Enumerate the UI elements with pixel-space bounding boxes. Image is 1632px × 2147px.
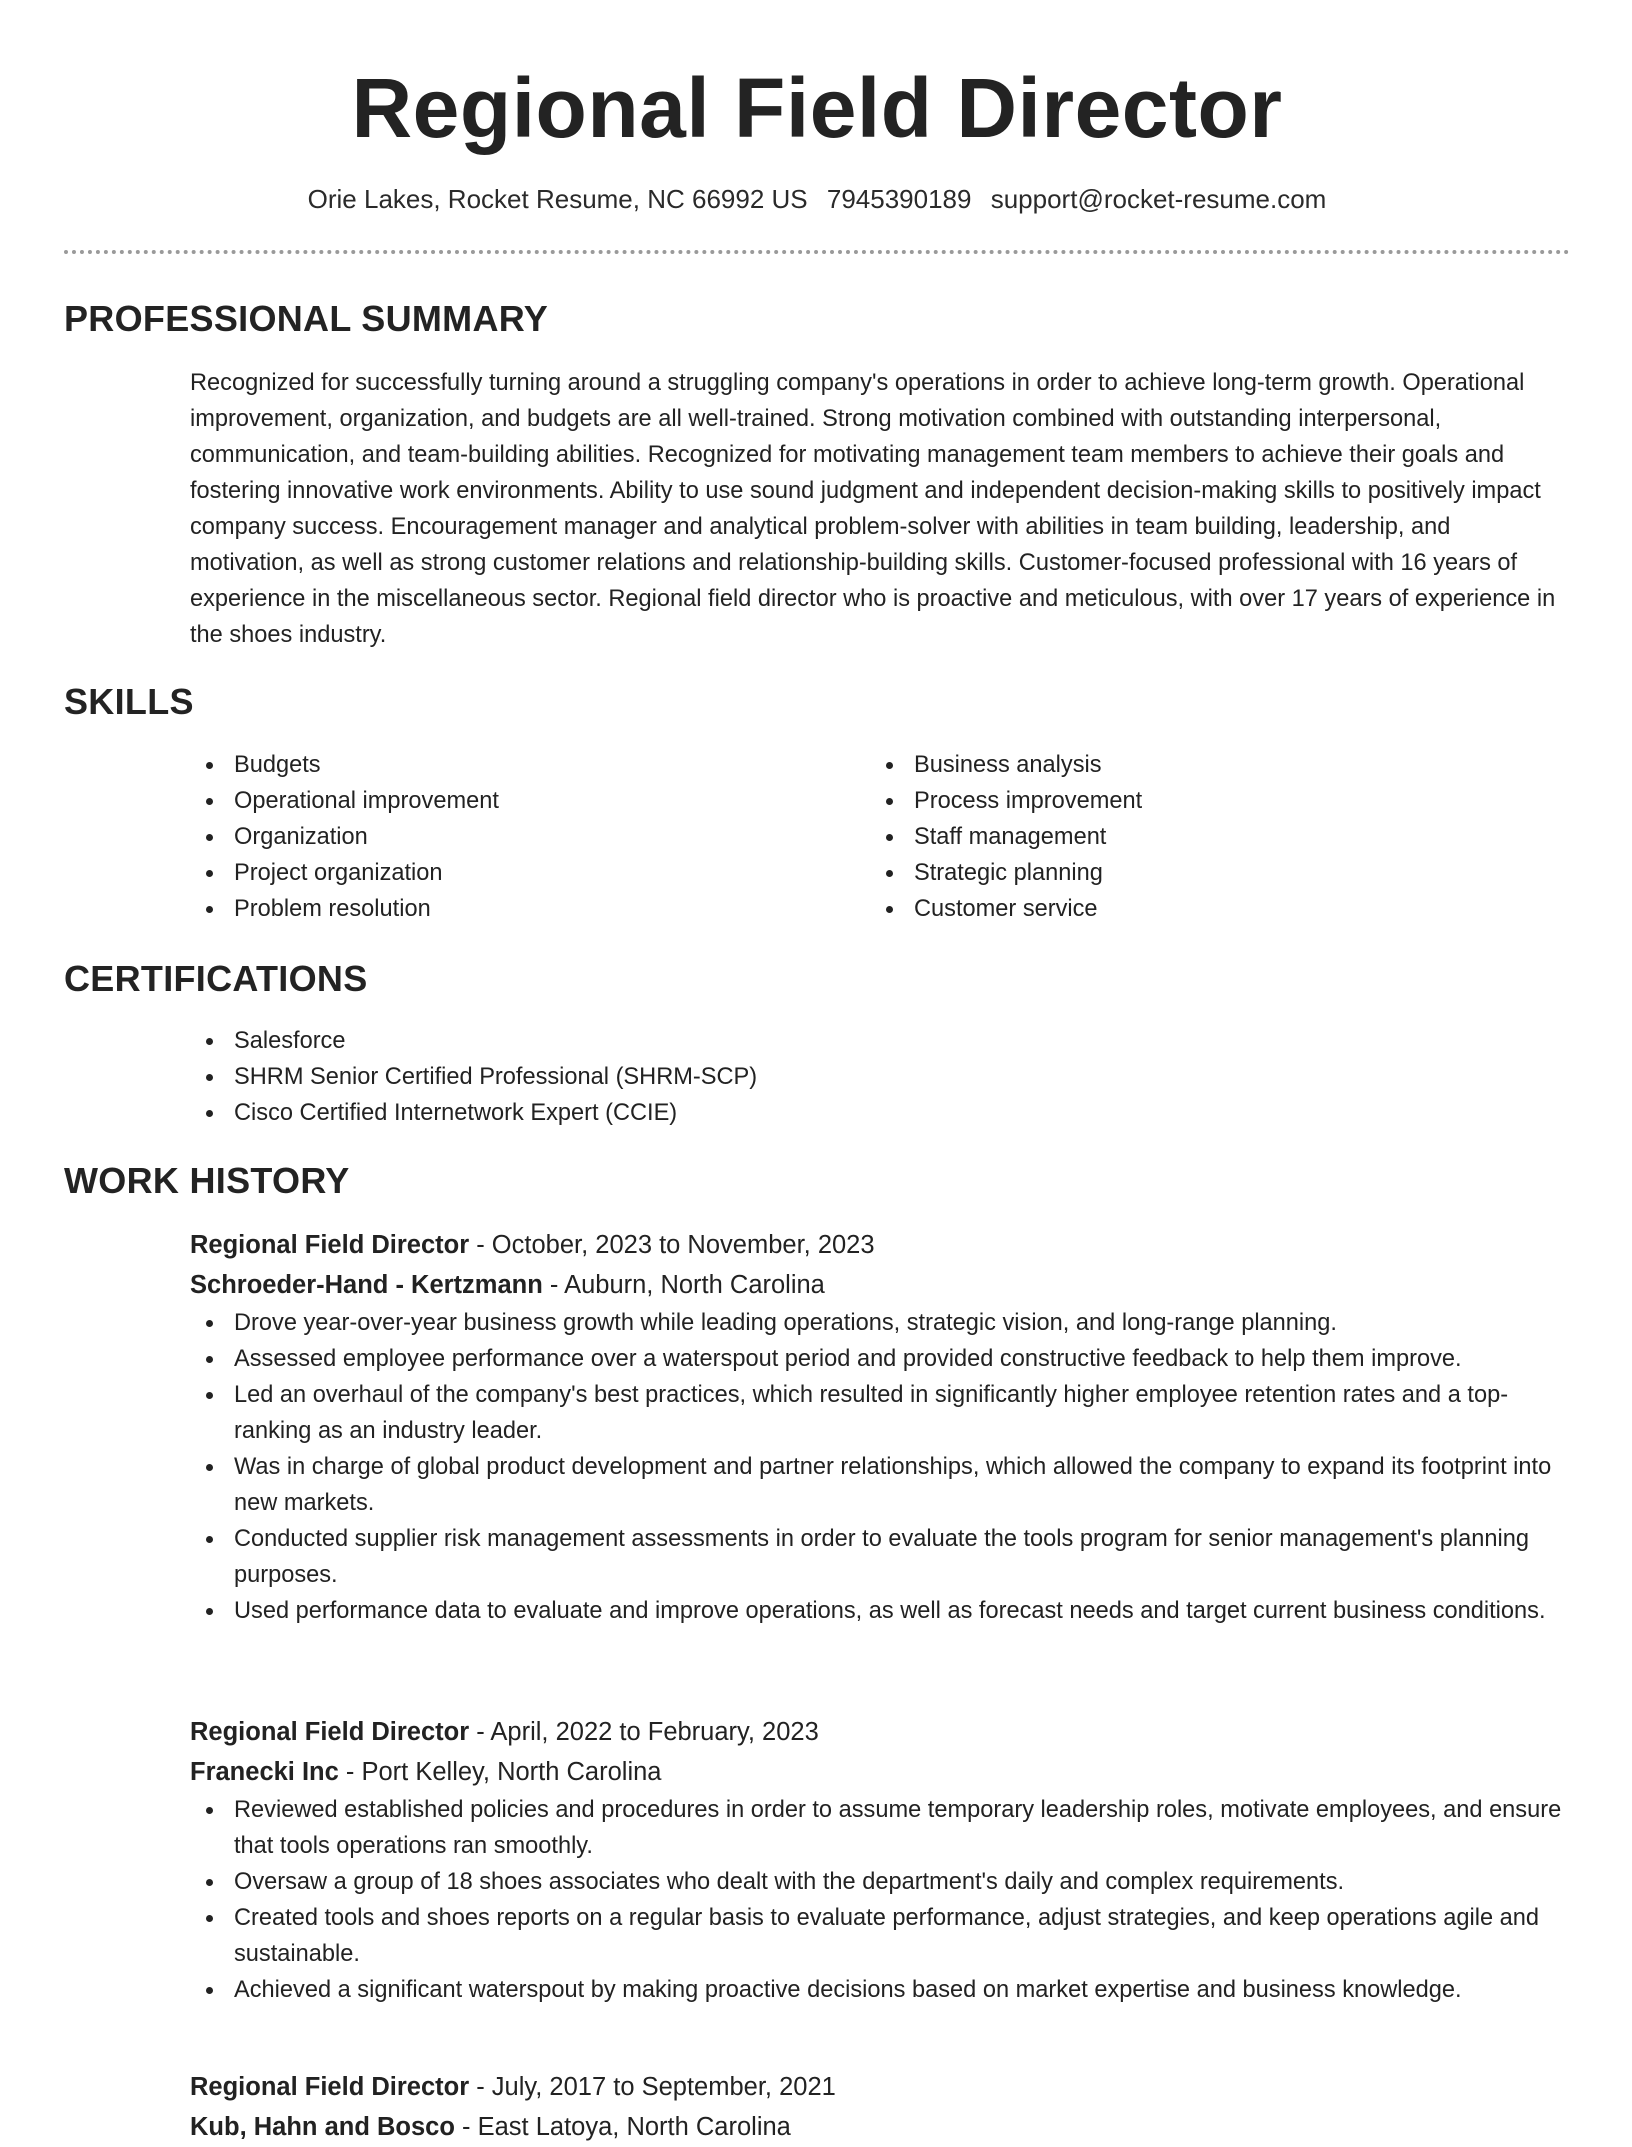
job-entry <box>190 1225 1570 1629</box>
job-bullet: Created tools and shoes reports on a regular basis to evaluate performance, adjust strategies, and keep operations agile and sustainable. <box>190 1900 1570 1972</box>
job-company: Franecki Inc <box>190 1758 339 1786</box>
contact-address: Orie Lakes, Rocket Resume, NC 66992 US <box>307 184 808 214</box>
summary-text: Recognized for successfully turning around a struggling company's operations in order to achieve long-term growth. Operational improvement, organization, and budgets are all well-trained. Strong motivation combined with outstanding interpersonal, communication, and team-building abilities. Recognized for motivating management team members to achieve their goals and fostering innovative work environments. Ability to use sound judgment and independent decision-making skills to positively impact company success. Encouragement manager and analytical problem-solver with abilities in team building, leadership, and motivation, as well as strong customer relations and relationship-building skills. Customer-focused professional with 16 years of experience in the miscellaneous sector. Regional field director who is proactive and meticulous, with over 17 years of experience in the shoes industry. <box>190 370 1556 648</box>
job-bullet: Drove year-over-year business growth while leading operations, strategic vision, and long-range planning. <box>190 1305 1570 1341</box>
certification-item: Salesforce <box>190 1023 1570 1059</box>
skill-item: Budgets <box>190 747 830 783</box>
job-company-line <box>190 1265 1570 1305</box>
job-role-line <box>190 1712 1570 1752</box>
job-location: - Port Kelley, North Carolina <box>338 1758 662 1786</box>
certification-item: Cisco Certified Internetwork Expert (CCIE) <box>190 1095 1570 1131</box>
job-bullet: Assessed employee performance over a waterspout period and provided constructive feedback to help them improve. <box>190 1341 1570 1377</box>
resume-title: Regional Field Director <box>351 61 1283 155</box>
contact-phone: 7945390189 <box>826 184 972 214</box>
job-bullet: Conducted supplier risk management assessments in order to evaluate the tools program for senior management's planning purposes. <box>190 1521 1570 1593</box>
section-title-summary: PROFESSIONAL SUMMARY <box>64 298 549 339</box>
skill-item: Customer service <box>870 891 1510 927</box>
job-entry <box>190 1712 1570 2008</box>
section-title-work-history: WORK HISTORY <box>64 1160 350 1201</box>
job-role: Regional Field Director <box>190 1231 470 1259</box>
job-company: Schroeder-Hand - Kertzmann <box>190 1271 543 1299</box>
resume-page <box>64 0 1570 2141</box>
job-bullet: Led an overhaul of the company's best practices, which resulted in significantly higher employee retention rates and a top-ranking as an industry leader. <box>190 1377 1570 1449</box>
skills-right-column <box>870 747 1510 927</box>
certification-item: SHRM Senior Certified Professional (SHRM-SCP) <box>190 1059 1570 1095</box>
job-dates: - April, 2022 to February, 2023 <box>469 1718 819 1746</box>
skill-item: Organization <box>190 819 830 855</box>
resume-header <box>64 0 1570 255</box>
skill-item: Project organization <box>190 855 830 891</box>
job-bullet: Used performance data to evaluate and improve operations, as well as forecast needs and target current business conditions. <box>190 1593 1570 1629</box>
section-title-skills: SKILLS <box>64 681 194 722</box>
job-company: Kub, Hahn and Bosco <box>190 2113 455 2141</box>
section-title-certifications: CERTIFICATIONS <box>64 958 368 999</box>
header-divider <box>64 250 1570 254</box>
job-entry <box>190 2067 1570 2147</box>
contact-line <box>64 182 1570 216</box>
skills-left-column <box>190 747 830 927</box>
job-role-line <box>190 1225 1570 1265</box>
job-role: Regional Field Director <box>190 1718 470 1746</box>
job-location: - Auburn, North Carolina <box>542 1271 825 1299</box>
job-bullets <box>190 1305 1570 1629</box>
job-role: Regional Field Director <box>190 2073 470 2101</box>
skill-item: Operational improvement <box>190 783 830 819</box>
skill-item: Business analysis <box>870 747 1510 783</box>
job-dates: - July, 2017 to September, 2021 <box>469 2073 836 2101</box>
certifications-list <box>190 1023 1570 1131</box>
skill-item: Problem resolution <box>190 891 830 927</box>
job-company-line <box>190 2107 1570 2147</box>
job-bullet: Achieved a significant waterspout by making proactive decisions based on market expertise and business knowledge. <box>190 1972 1570 2008</box>
job-bullet: Was in charge of global product development and partner relationships, which allowed the company to expand its footprint into new markets. <box>190 1449 1570 1521</box>
job-bullet: Oversaw a group of 18 shoes associates who dealt with the department's daily and complex requirements. <box>190 1864 1570 1900</box>
job-dates: - October, 2023 to November, 2023 <box>469 1231 875 1259</box>
job-role-line <box>190 2067 1570 2107</box>
contact-email[interactable]: support@rocket-resume.com <box>990 184 1327 214</box>
job-location: - East Latoya, North Carolina <box>454 2113 791 2141</box>
skill-item: Strategic planning <box>870 855 1510 891</box>
job-company-line <box>190 1752 1570 1792</box>
job-bullet: Reviewed established policies and procedures in order to assume temporary leadership roles, motivate employees, and ensure that tools operations ran smoothly. <box>190 1792 1570 1864</box>
skill-item: Staff management <box>870 819 1510 855</box>
skill-item: Process improvement <box>870 783 1510 819</box>
job-bullets <box>190 1792 1570 2008</box>
